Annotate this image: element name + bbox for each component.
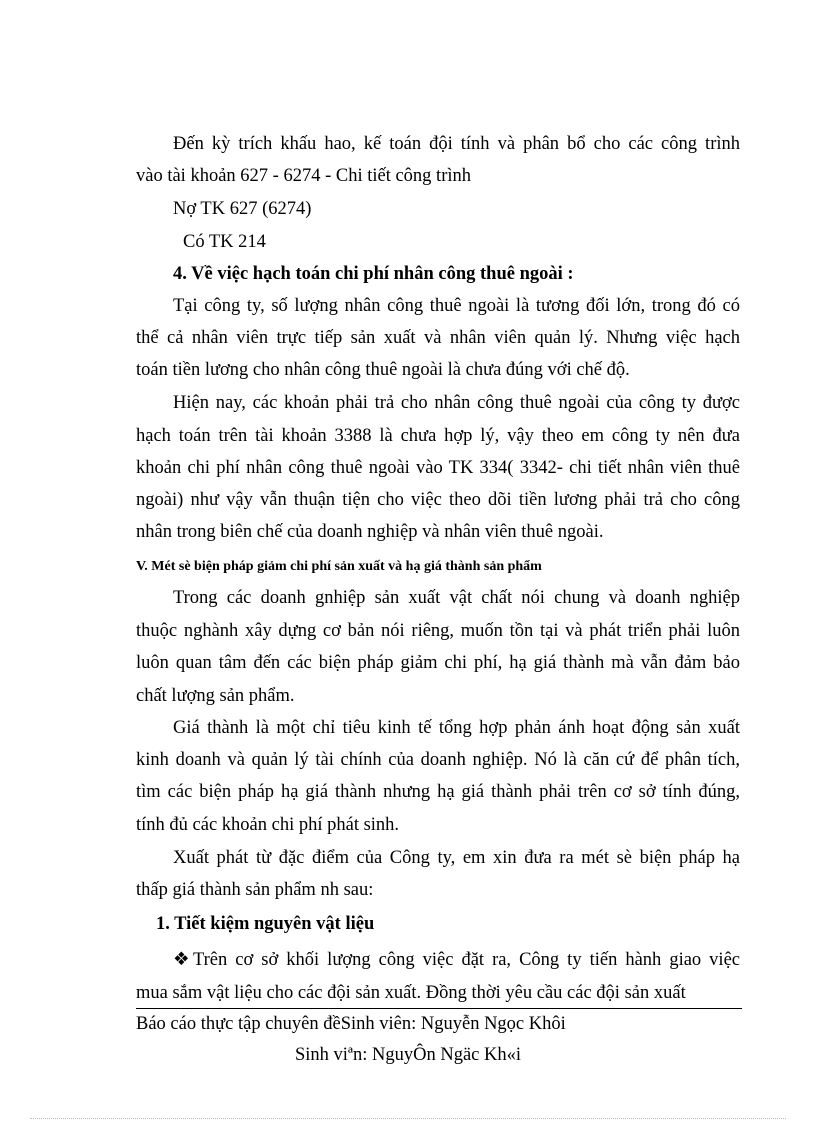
paragraph-line: Xuất phát từ đặc điểm của Công ty, em xin đưa ra mét sè biện pháp hạ [173, 848, 740, 868]
paragraph-line: mua sắm vật liệu cho các đội sản xuất. Đồng thời yêu cầu các đội sản xuất [136, 983, 686, 1003]
paragraph-line: kinh doanh và quản lý tài chính của doanh nghiệp. Nó là căn cứ để phân tích, [136, 750, 740, 770]
footer-divider [136, 1008, 742, 1009]
paragraph-line: Đến kỳ trích khấu hao, kế toán đội tính và phân bổ cho các công trình [173, 134, 740, 154]
paragraph-line: tìm các biện pháp hạ giá thành nhưng hạ giá thành phải trên cơ sở tính đúng, [136, 782, 740, 802]
paragraph-line: toán tiền lương cho nhân công thuê ngoài là chưa đúng với chế độ. [136, 360, 630, 380]
paragraph-line: luôn quan tâm đến các biện pháp giảm chi phí, hạ giá thành mà vẫn đảm bảo [136, 653, 740, 673]
paragraph-line: nhân trong biên chế của doanh nghiệp và nhân viên thuê ngoài. [136, 522, 604, 542]
footer-report-line: Báo cáo thực tập chuyên đềSinh viên: Nguyễn Ngọc Khôi [136, 1014, 566, 1034]
footer-student-line: Sinh viªn: NguyÔn Ngäc Kh«i [294, 1045, 522, 1065]
paragraph-line: tính đủ các khoản chi phí phát sinh. [136, 815, 400, 835]
entry-debit: Nợ TK 627 (6274) [173, 199, 312, 219]
entry-credit: Có TK 214 [183, 232, 266, 252]
paragraph-line: thể cả nhân viên trực tiếp sản xuất và nhân viên quản lý. Nhưng việc hạch [136, 328, 740, 348]
paragraph-line: khoản chi phí nhân công thuê ngoài vào TK 334( 3342- chi tiết nhân viên thuê [136, 458, 740, 478]
paragraph-line: ngoài) như vậy vẫn thuận tiện cho việc theo dõi tiền lương phải trả cho công [136, 490, 740, 510]
paragraph-line: Tại công ty, số lượng nhân công thuê ngoài là tương đối lớn, trong đó có [173, 296, 740, 316]
paragraph-line: hạch toán trên tài khoản 3388 là chưa hợp lý, vậy theo em công ty nên đưa [136, 426, 740, 446]
paragraph-line: ❖Trên cơ sở khối lượng công việc đặt ra, Công ty tiến hành giao việc [173, 950, 740, 970]
paragraph-line: Giá thành là một chỉ tiêu kinh tế tổng hợp phản ánh hoạt động sản xuất [173, 718, 740, 738]
paragraph-line: chất lượng sản phẩm. [136, 686, 295, 706]
paragraph-line: vào tài khoản 627 - 6274 - Chi tiết công trình [136, 166, 471, 186]
section-heading: V. Mét sè biện pháp giảm chi phí sản xuất và hạ giá thành sản phẩm [136, 559, 542, 574]
paragraph-line: thấp giá thành sản phẩm nh sau: [136, 880, 374, 900]
paragraph-line: Hiện nay, các khoản phải trả cho nhân công thuê ngoài của công ty được [173, 393, 740, 413]
section-heading: 4. Về việc hạch toán chi phí nhân công thuê ngoài : [173, 264, 574, 284]
page-bottom-border [30, 1118, 786, 1119]
paragraph-line: Trong các doanh gnhiệp sản xuất vật chất nói chung và doanh nghiệp [173, 588, 740, 608]
subsection-heading: 1. Tiết kiệm nguyên vật liệu [156, 914, 375, 934]
paragraph-line: thuộc nghành xây dựng cơ bản nói riêng, muốn tồn tại và phát triển phải luôn [136, 621, 740, 641]
